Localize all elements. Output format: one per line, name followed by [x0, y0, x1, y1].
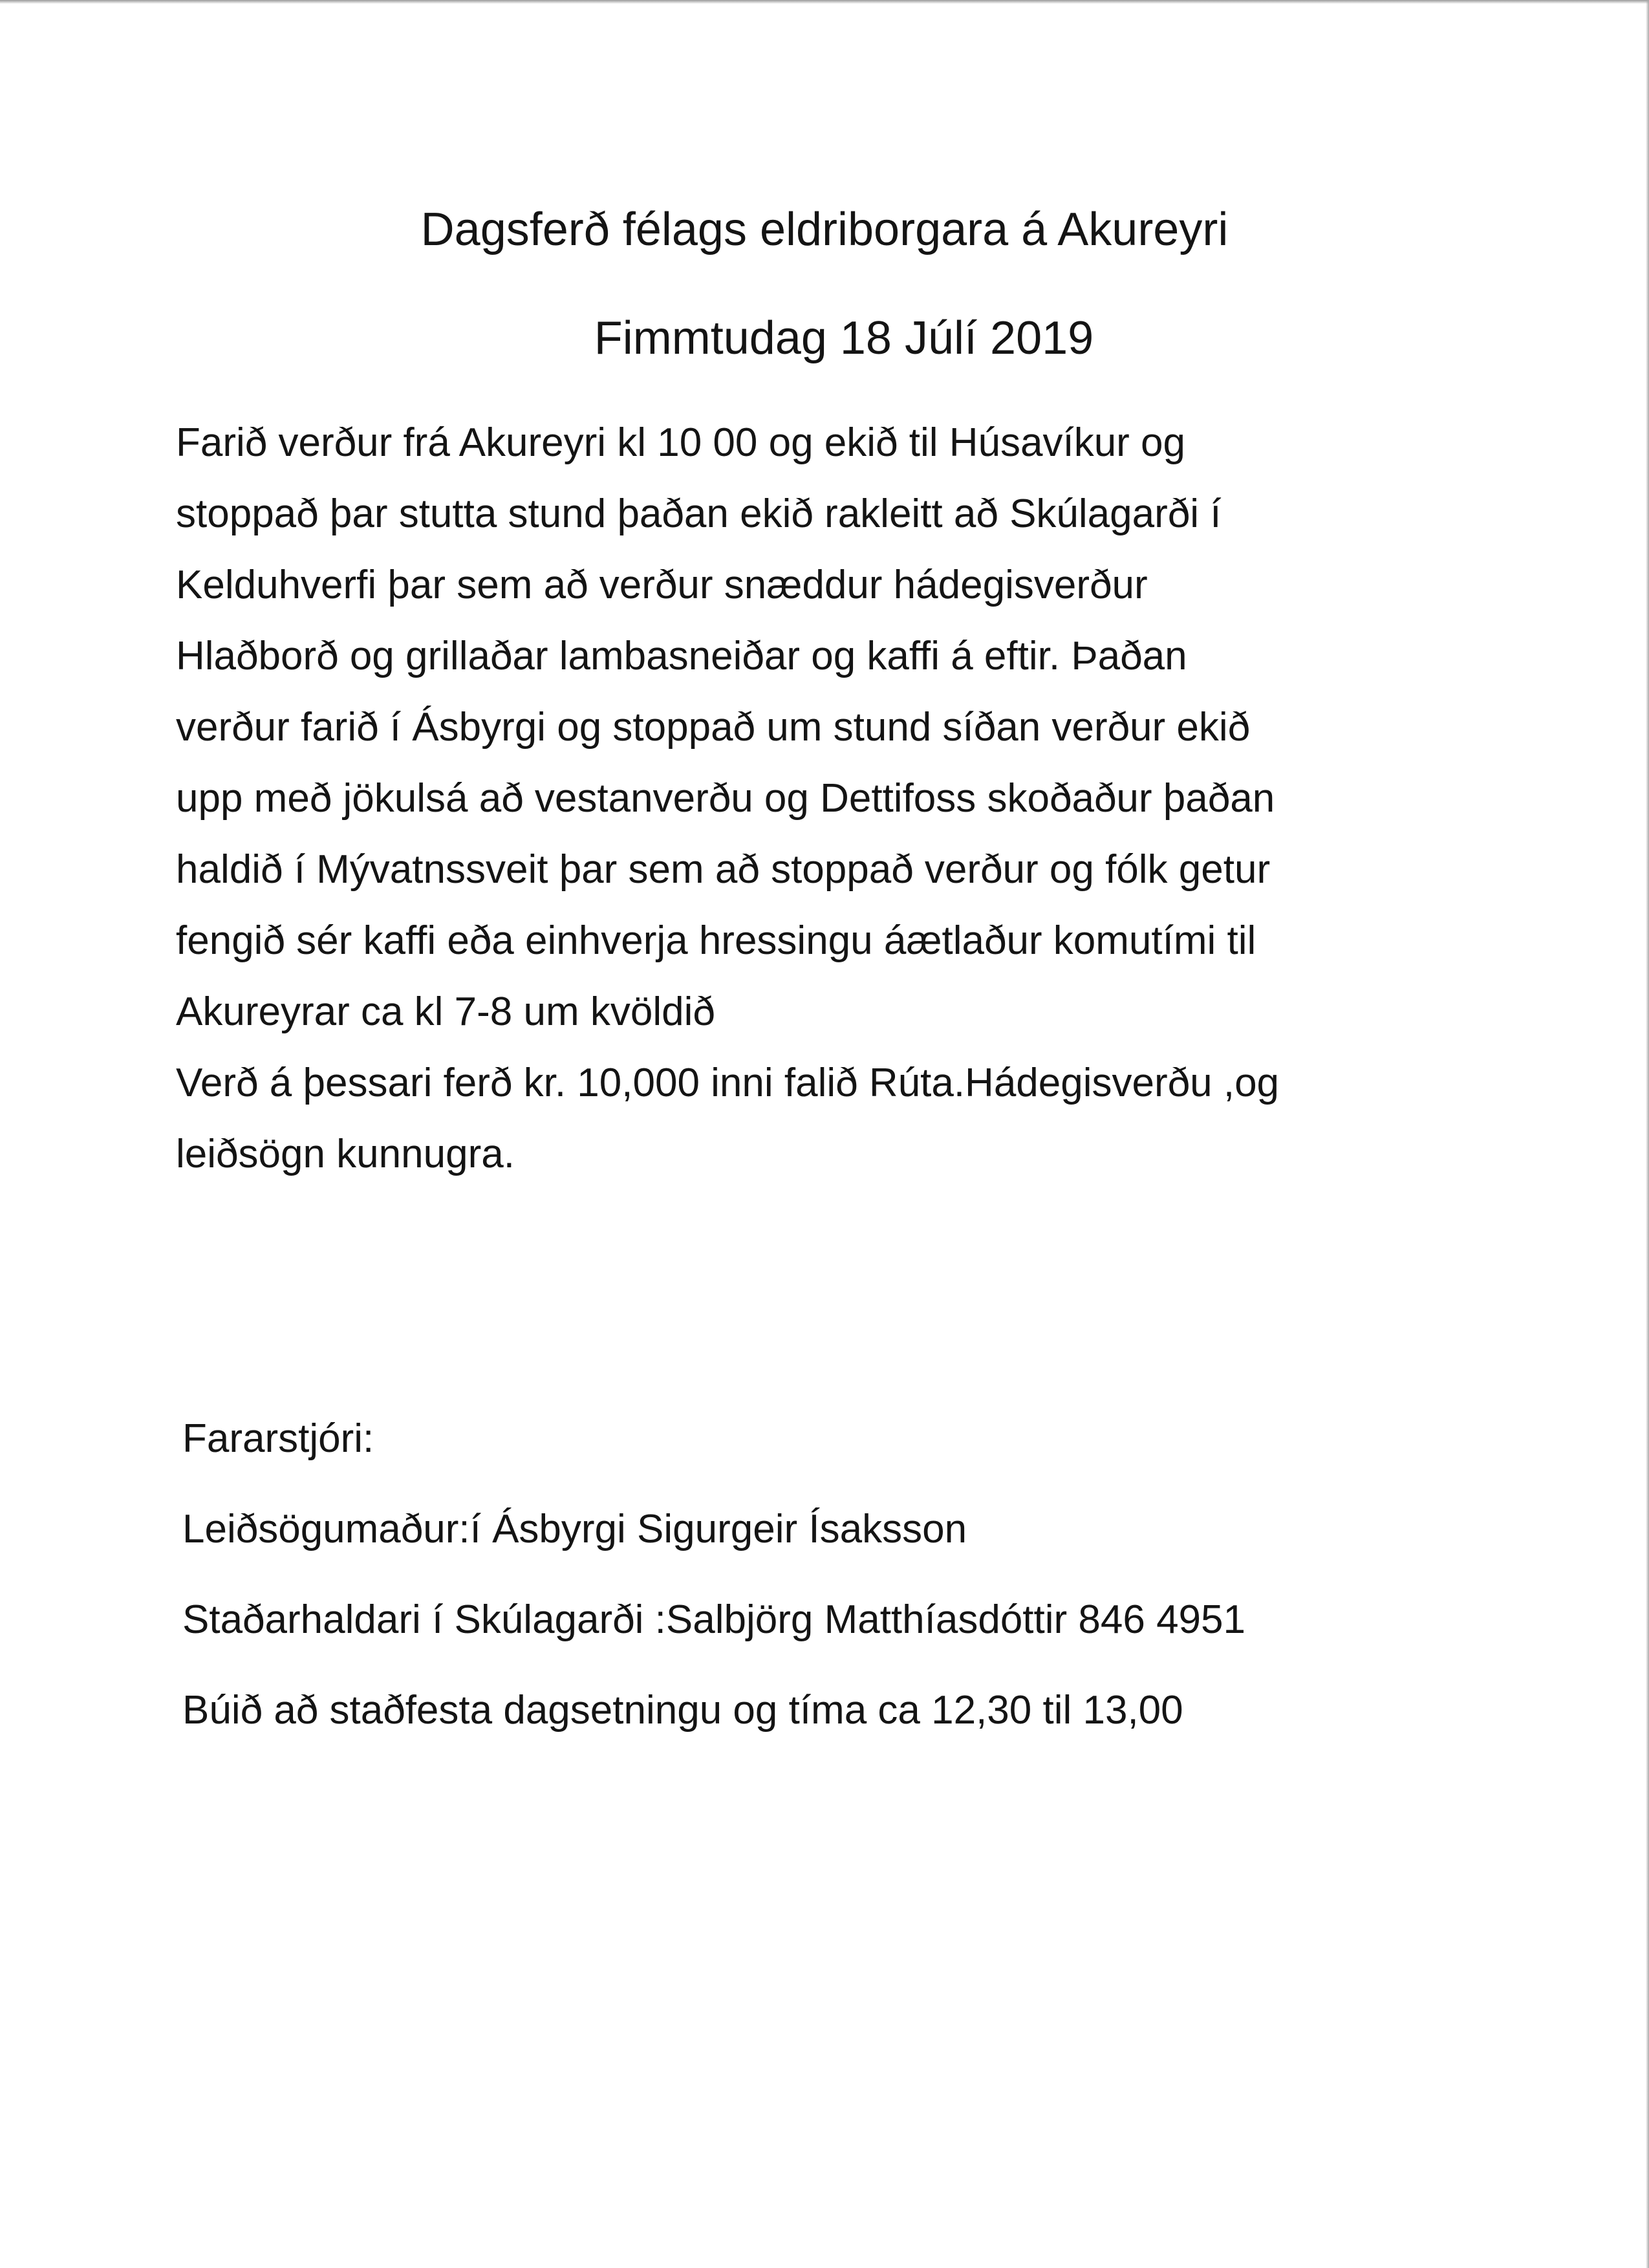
host-line: Staðarhaldari í Skúlagarði :Salbjörg Matthíasdóttir 846 4951 — [182, 1597, 1245, 1642]
confirmation-line: Búið að staðfesta dagsetningu og tíma ca 12,30 til 13,00 — [182, 1688, 1183, 1733]
itinerary-line: Farið verður frá Akureyri kl 10 00 og ekið til Húsavíkur og — [176, 420, 1186, 465]
itinerary-line: Akureyrar ca kl 7-8 um kvöldið — [176, 989, 715, 1034]
itinerary-line: verður farið í Ásbyrgi og stoppað um stund síðan verður ekið — [176, 705, 1251, 750]
price-paragraph — [176, 1048, 1469, 1190]
itinerary-line: Kelduhverfi þar sem að verður snæddur hádegisverður — [176, 563, 1148, 607]
itinerary-line: upp með jökulsá að vestanverðu og Dettifoss skoðaður þaðan — [176, 776, 1275, 821]
scan-edge-top — [0, 0, 1649, 4]
document-title: Dagsferð félags eldriborgara á Akureyri — [420, 204, 1229, 255]
itinerary-line: Hlaðborð og grillaðar lambasneiðar og kaffi á eftir. Þaðan — [176, 634, 1187, 678]
price-line: leiðsögn kunnugra. — [176, 1132, 515, 1176]
itinerary-paragraph — [176, 407, 1469, 1048]
itinerary-line: fengið sér kaffi eða einhverja hressingu áætlaður komutími til — [176, 918, 1256, 963]
tour-leader-label: Fararstjóri: — [182, 1416, 374, 1461]
trip-date: Fimmtudag 18 Júlí 2019 — [594, 312, 1094, 364]
guide-line: Leiðsögumaður:í Ásbyrgi Sigurgeir Ísaksson — [182, 1507, 967, 1551]
price-line: Verð á þessari ferð kr. 10,000 inni falið Rúta.Hádegisverðu ,og — [176, 1061, 1280, 1105]
itinerary-line: stoppað þar stutta stund þaðan ekið rakleitt að Skúlagarði í — [176, 491, 1222, 536]
itinerary-line: haldið í Mývatnssveit þar sem að stoppað verður og fólk getur — [176, 847, 1271, 892]
